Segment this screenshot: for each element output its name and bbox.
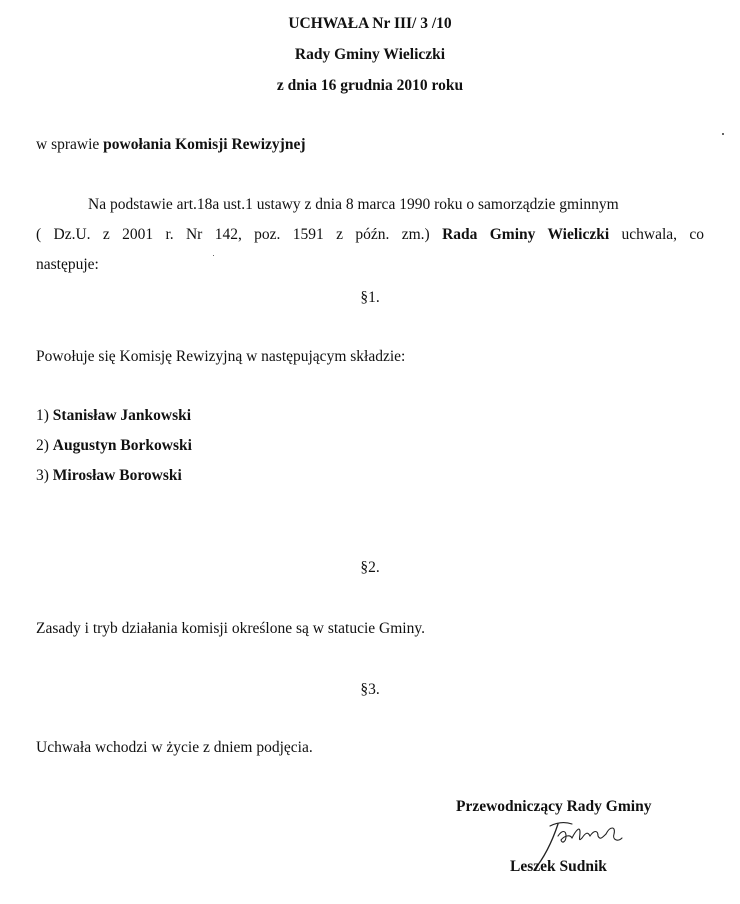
subject-topic: powołania Komisji Rewizyjnej — [103, 136, 306, 153]
list-item — [36, 436, 192, 456]
scan-speck — [213, 255, 214, 256]
signatory-name: Leszek Sudnik — [510, 858, 607, 875]
member-number: 1) — [36, 407, 49, 424]
list-item — [36, 466, 182, 486]
subject-prefix: w sprawie — [36, 136, 104, 153]
rules-text: Zasady i tryb działania komisji określone są w statucie Gminy. — [36, 620, 425, 637]
appointment-intro: Powołuje się Komisję Rewizyjną w następującym składzie: — [36, 348, 406, 365]
subject-line — [36, 135, 306, 155]
section-3-heading: §3. — [360, 681, 380, 698]
preamble-line-3: następuje: — [36, 256, 99, 273]
section-2-heading: §2. — [360, 559, 380, 576]
signatory-title: Przewodniczący Rady Gminy — [456, 798, 652, 815]
effective-text: Uchwała wchodzi w życie z dniem podjęcia. — [36, 739, 313, 756]
council-name: Rada Gminy Wieliczki — [442, 226, 610, 243]
section-1-heading: §1. — [360, 289, 380, 306]
preamble-line-1: Na podstawie art.18a ust.1 ustawy z dnia 8 marca 1990 roku o samorządzie gminnym — [88, 196, 619, 213]
member-name: Augustyn Borkowski — [52, 437, 192, 454]
issuing-body: Rady Gminy Wieliczki — [294, 46, 446, 63]
preamble-line-2 — [36, 225, 704, 245]
preamble-tail: uchwala, co — [621, 226, 705, 243]
scan-speck — [722, 133, 724, 135]
member-name: Mirosław Borowski — [52, 467, 182, 484]
member-name: Stanisław Jankowski — [52, 407, 192, 424]
member-number: 3) — [36, 467, 49, 484]
legal-reference: ( Dz.U. z 2001 r. Nr 142, poz. 1591 z późn. zm.) — [36, 226, 430, 243]
resolution-title: UCHWAŁA Nr III/ 3 /10 — [288, 15, 452, 32]
list-item — [36, 406, 191, 426]
member-number: 2) — [36, 437, 49, 454]
resolution-date: z dnia 16 grudnia 2010 roku — [276, 77, 464, 94]
